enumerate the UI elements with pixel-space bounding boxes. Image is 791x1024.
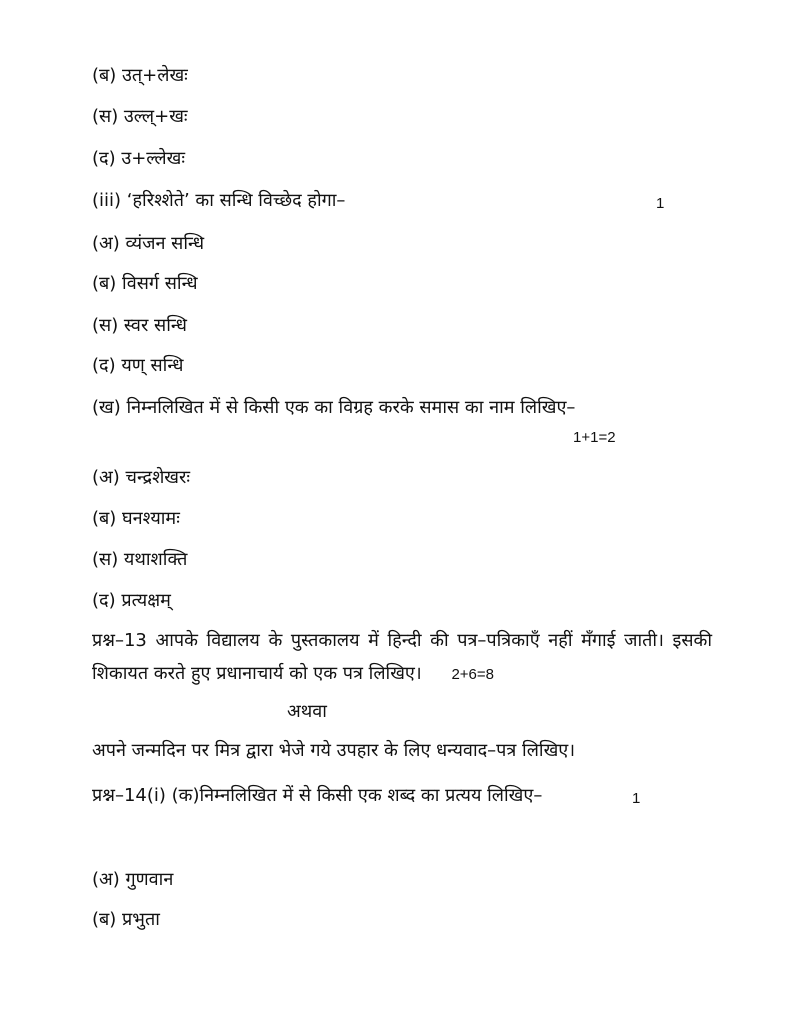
question-13 [92,624,712,690]
option-s-ullekh: (स) उल्ल्+खः [92,106,188,127]
question-iii: (iii) ‘हरिश्शेते’ का सन्धि विच्छेद होगा– [92,190,346,211]
alternative-letter-task: अपने जन्मदिन पर मित्र द्वारा भेजे गये उपहार के लिए धन्यवाद–पत्र लिखिए। [92,740,576,761]
athva-separator: अथवा [287,701,327,722]
option-a-gunvan: (अ) गुणवान [92,869,174,890]
question-13-text: प्रश्न–13 आपके विद्यालय के पुस्तकालय में हिन्दी की पत्र–पत्रिकाएँ नहीं मँगाई जाती। इसकी शिकायत करते हुए प्रधानाचार्य को एक पत्र लिखिए। [92,630,712,684]
question-kha: (ख) निम्नलिखित में से किसी एक का विग्रह करके समास का नाम लिखिए– [92,397,576,418]
option-b-visarg: (ब) विसर्ग सन्धि [92,273,198,294]
option-a-vyanjan: (अ) व्यंजन सन्धि [92,233,205,254]
option-d-ullekh: (द) उ+ल्लेखः [92,148,185,169]
marks-kha: 1+1=2 [573,429,616,446]
marks-q14: 1 [632,790,641,807]
option-s-swar: (स) स्वर सन्धि [92,315,187,336]
option-d-pratyaksham: (द) प्रत्यक्षम् [92,590,171,611]
option-s-yathashakti: (स) यथाशक्ति [92,549,188,570]
option-a-chandrashekhar: (अ) चन्द्रशेखरः [92,467,191,488]
option-d-yan: (द) यण् सन्धि [92,355,184,376]
marks-q13: 2+6=8 [451,666,494,683]
option-b-utlekh: (ब) उत्+लेखः [92,65,188,86]
option-b-prabhuta: (ब) प्रभुता [92,909,160,930]
question-14: प्रश्न–14(i) (क)निम्नलिखित में से किसी एक शब्द का प्रत्यय लिखिए– [92,785,543,806]
marks-iii: 1 [656,195,665,212]
option-b-ghanshyam: (ब) घनश्यामः [92,508,180,529]
